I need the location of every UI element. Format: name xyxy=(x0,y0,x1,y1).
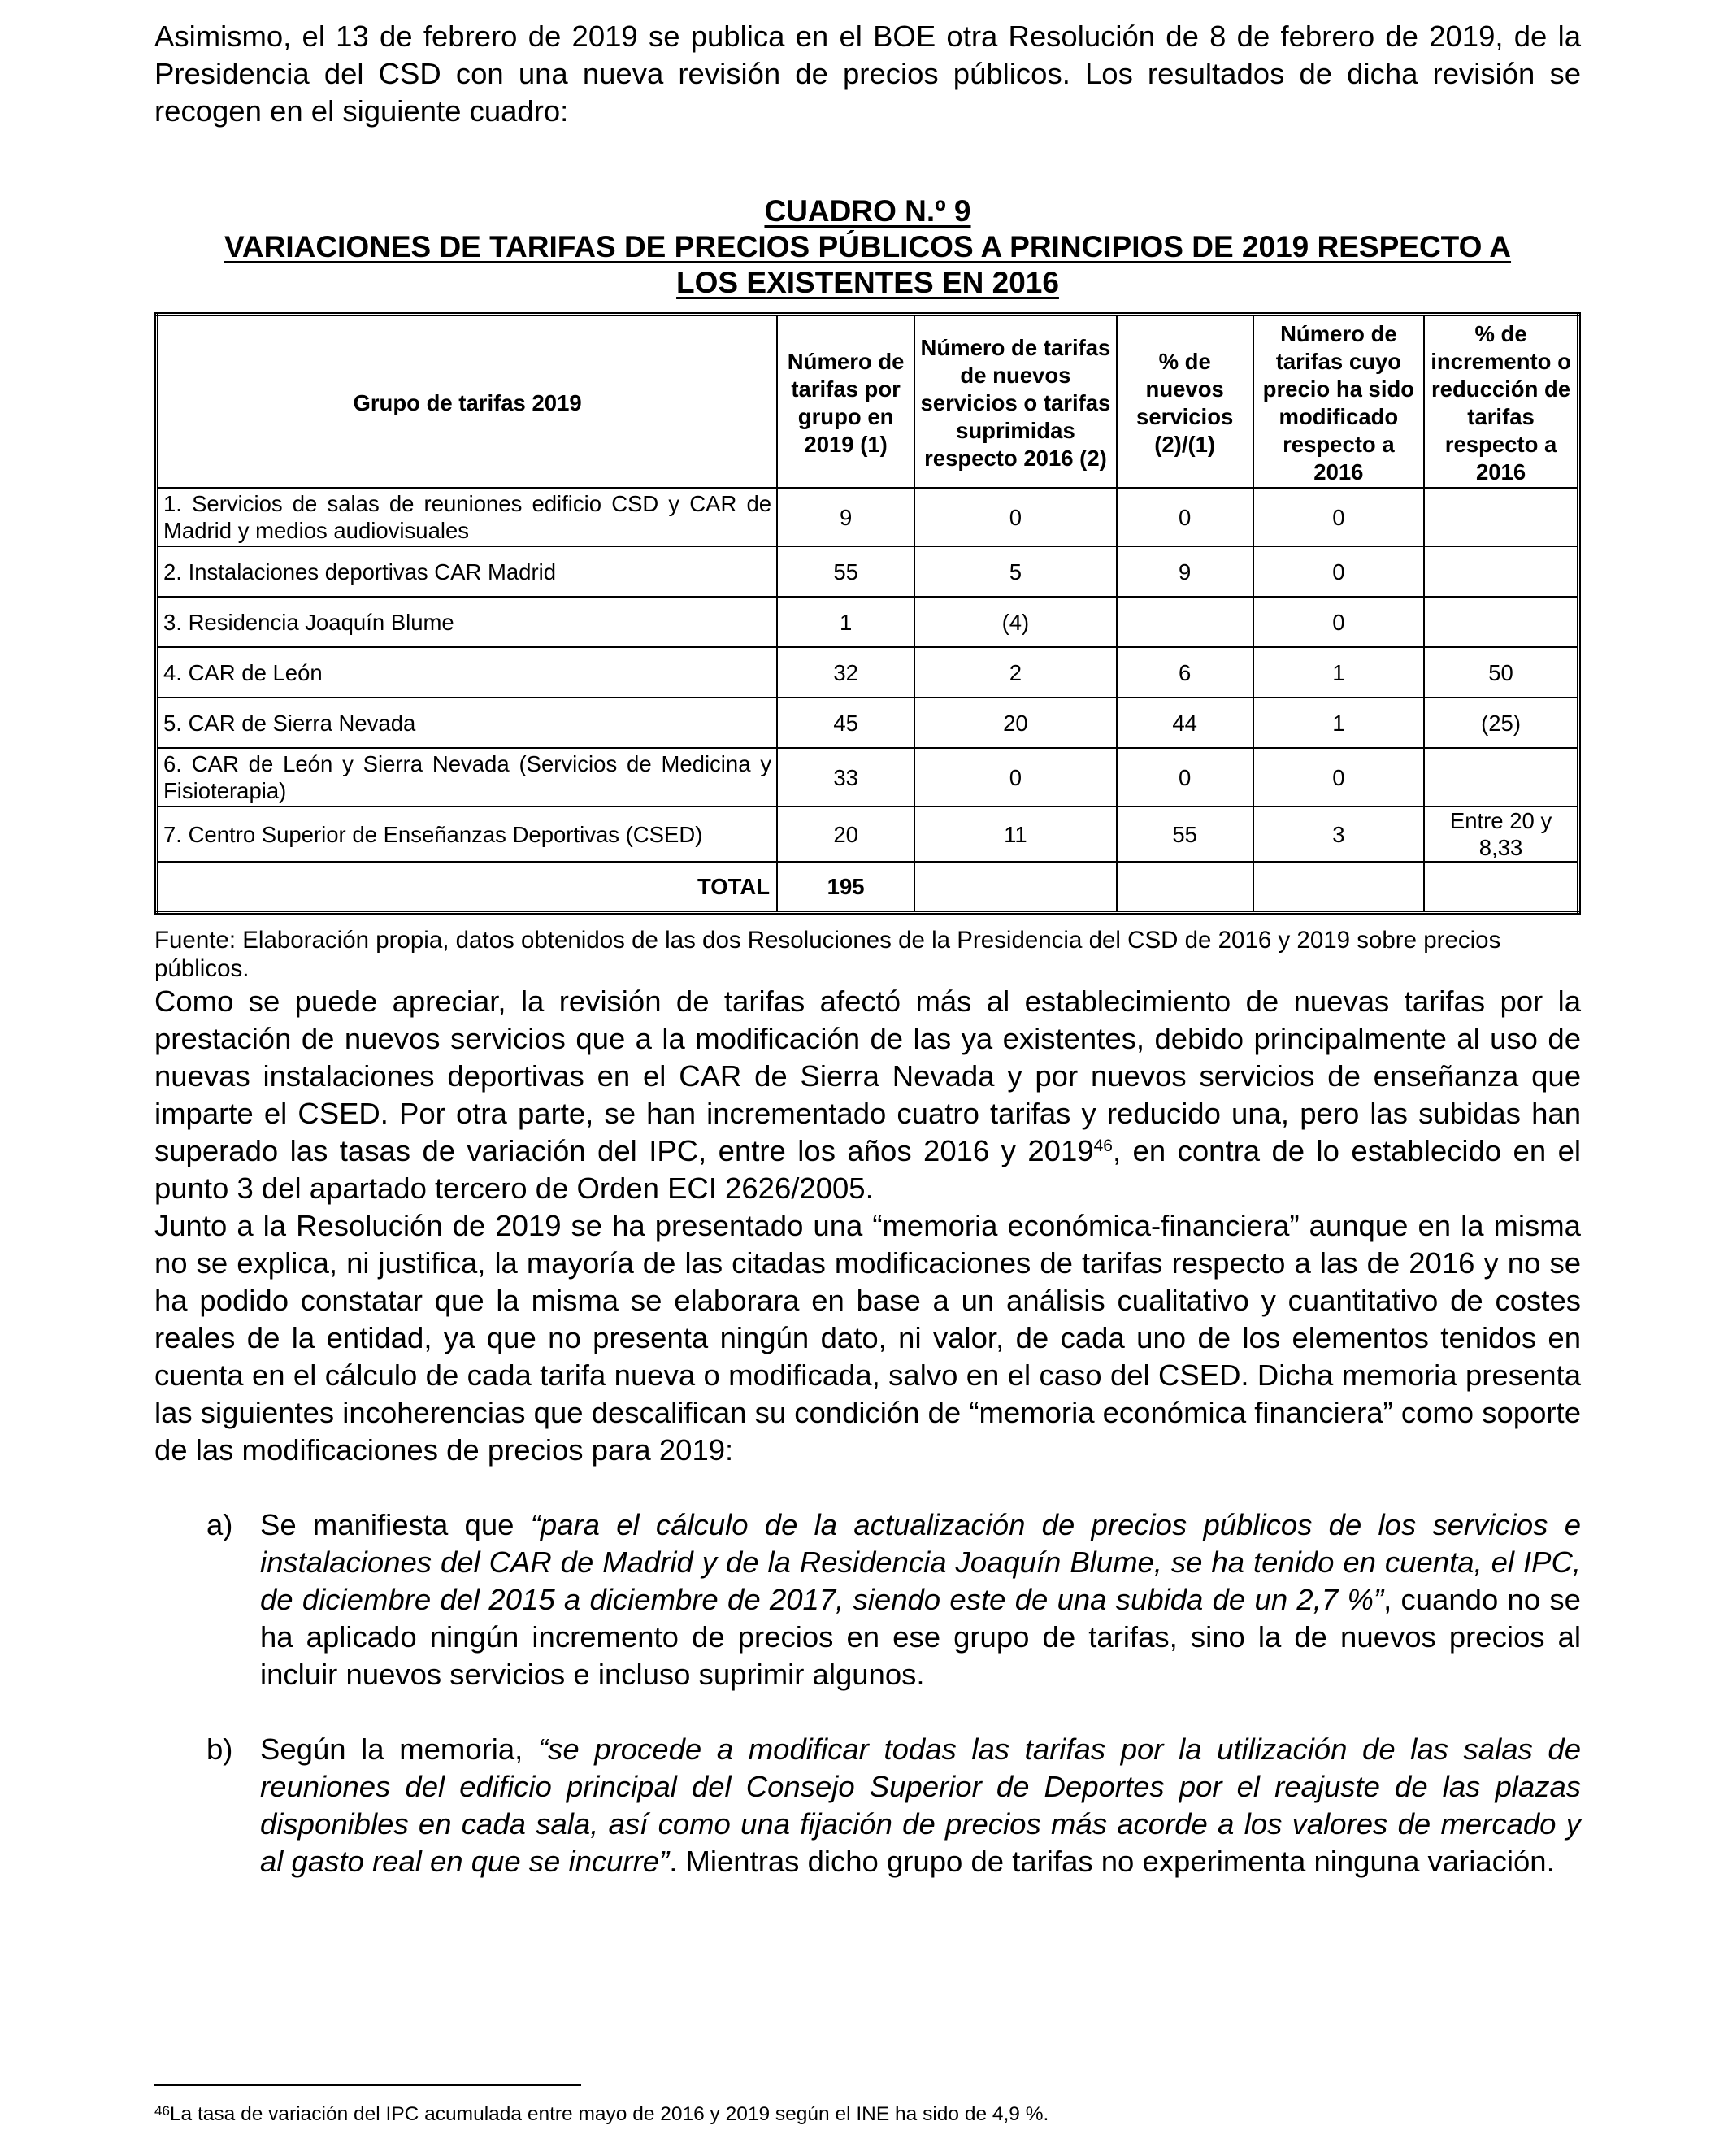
table-row xyxy=(157,597,1579,647)
incoherence-list xyxy=(154,1506,1581,1880)
cell-count: 45 xyxy=(777,698,914,748)
list-item-lead: Según la memoria, xyxy=(260,1732,538,1766)
cell-count: 32 xyxy=(777,647,914,698)
table-title-line-2: LOS EXISTENTES EN 2016 xyxy=(676,266,1059,299)
header-pct-new: % de nuevos servicios (2)/(1) xyxy=(1117,315,1253,489)
cell-pct-change xyxy=(1424,597,1578,647)
footnote-reference[interactable]: 46 xyxy=(1093,1136,1113,1155)
header-pct-change: % de incremento o reducción de tarifas respecto a 2016 xyxy=(1424,315,1578,489)
list-item-lead: Se manifiesta que xyxy=(260,1507,531,1541)
table-title-line-1: VARIACIONES DE TARIFAS DE PRECIOS PÚBLICOS A PRINCIPIOS DE 2019 RESPECTO A xyxy=(224,230,1512,263)
document-page xyxy=(154,18,1581,1880)
cell-pct-new: 6 xyxy=(1117,647,1253,698)
cell-pct-change: Entre 20 y 8,33 xyxy=(1424,806,1578,862)
cell-modified: 0 xyxy=(1253,488,1424,546)
cell-count: 33 xyxy=(777,748,914,806)
cell-group: 3. Residencia Joaquín Blume xyxy=(157,597,778,647)
table-header-row xyxy=(157,315,1579,489)
intro-paragraph: Asimismo, el 13 de febrero de 2019 se publica en el BOE otra Resolución de 8 de febrero de 2019, de la Presidencia del CSD con una nueva revisión de precios públicos. Los resultados de dicha revisión se recogen en el siguiente cuadro: xyxy=(154,20,1581,128)
cell-group: 1. Servicios de salas de reuniones edificio CSD y CAR de Madrid y medios audiovisuales xyxy=(157,488,778,546)
cell-modified: 3 xyxy=(1253,806,1424,862)
cell-modified: 1 xyxy=(1253,698,1424,748)
table-row xyxy=(157,647,1579,698)
cell-pct-new: 55 xyxy=(1117,806,1253,862)
cell-group: 2. Instalaciones deportivas CAR Madrid xyxy=(157,546,778,597)
cell-pct-change xyxy=(1424,546,1578,597)
cell-pct-new: 44 xyxy=(1117,698,1253,748)
cell-modified: 0 xyxy=(1253,597,1424,647)
cell-new: (4) xyxy=(914,597,1117,647)
cell-pct-change: (25) xyxy=(1424,698,1578,748)
list-item-quote: “se procede a modificar todas las tarifas por la utilización de las salas de reuniones del edificio principal del Consejo Superior de Deportes por el reajuste de las plazas disponibles en cada sala, así como una fijación de precios más acorde a los valores de mercado y al gasto real en que se incurre” xyxy=(260,1732,1581,1878)
table-row xyxy=(157,698,1579,748)
paragraph-2 xyxy=(154,983,1581,1207)
table-total-row xyxy=(157,862,1579,912)
table-row xyxy=(157,488,1579,546)
list-item-tail: , cuando no se ha aplicado ningún incremento de precios en ese grupo de tarifas, sino la de nuevos precios al incluir nuevos servicios e incluso suprimir algunos. xyxy=(260,1582,1581,1691)
cell-pct-change xyxy=(1424,488,1578,546)
cell-pct-change: 50 xyxy=(1424,647,1578,698)
cell-count: 1 xyxy=(777,597,914,647)
table-row xyxy=(157,546,1579,597)
table-number: CUADRO N.º 9 xyxy=(764,194,971,228)
footnote-number: 46 xyxy=(154,2103,170,2119)
cell-new: 5 xyxy=(914,546,1117,597)
cell-pct-new xyxy=(1117,597,1253,647)
cell-count: 55 xyxy=(777,546,914,597)
footnote-text: La tasa de variación del IPC acumulada entre mayo de 2016 y 2019 según el INE ha sido de 4,9 %. xyxy=(169,2103,1049,2125)
list-item-text xyxy=(260,1731,1581,1880)
total-value: 195 xyxy=(777,862,914,912)
list-item xyxy=(154,1506,1581,1693)
table-row xyxy=(157,806,1579,862)
cell-group: 4. CAR de León xyxy=(157,647,778,698)
source-note: Fuente: Elaboración propia, datos obtenidos de las dos Resoluciones de la Presidencia del CSD de 2016 y 2019 sobre precios públicos. xyxy=(154,926,1501,982)
cell-pct-new: 9 xyxy=(1117,546,1253,597)
cell-modified: 0 xyxy=(1253,748,1424,806)
cell-new: 20 xyxy=(914,698,1117,748)
table-row xyxy=(157,748,1579,806)
list-item-tail: . Mientras dicho grupo de tarifas no experimenta ninguna variación. xyxy=(669,1844,1555,1878)
header-group: Grupo de tarifas 2019 xyxy=(157,315,778,489)
list-marker: a) xyxy=(206,1507,233,1541)
cell-new: 11 xyxy=(914,806,1117,862)
cell-modified: 1 xyxy=(1253,647,1424,698)
cell-group: 6. CAR de León y Sierra Nevada (Servicios de Medicina y Fisioterapia) xyxy=(157,748,778,806)
cell-new: 2 xyxy=(914,647,1117,698)
cell-count: 20 xyxy=(777,806,914,862)
total-label: TOTAL xyxy=(157,862,778,912)
list-item xyxy=(154,1731,1581,1880)
cell-group: 7. Centro Superior de Enseñanzas Deportivas (CSED) xyxy=(157,806,778,862)
cell-new: 0 xyxy=(914,488,1117,546)
header-new: Número de tarifas de nuevos servicios o tarifas suprimidas respecto 2016 (2) xyxy=(914,315,1117,489)
cell-group: 5. CAR de Sierra Nevada xyxy=(157,698,778,748)
paragraph-2-text: Como se puede apreciar, la revisión de tarifas afectó más al establecimiento de nuevas tarifas por la prestación de nuevos servicios que a la modificación de las ya existentes, debido principalmente al uso de nuevas instalaciones deportivas en el CAR de Sierra Nevada y por nuevos servicios de enseñanza que imparte el CSED. Por otra parte, se han incrementado cuatro tarifas y reducido una, pero las subidas han superado las tasas de variación del IPC, entre los años 2016 y 2019 xyxy=(154,984,1581,1167)
cell-modified: 0 xyxy=(1253,546,1424,597)
footnote xyxy=(154,2102,1049,2127)
cell-pct-new: 0 xyxy=(1117,488,1253,546)
table-caption xyxy=(154,193,1581,301)
footnote-separator xyxy=(154,2084,581,2086)
list-item-text xyxy=(260,1506,1581,1693)
list-item-quote: “para el cálculo de la actualización de precios públicos de los servicios e instalaciones del CAR de Madrid y de la Residencia Joaquín Blume, se ha tenido en cuenta, el IPC, de diciembre del 2015 a diciembre de 2017, siendo este de una subida de un 2,7 %” xyxy=(260,1507,1582,1616)
cell-new: 0 xyxy=(914,748,1117,806)
header-count: Número de tarifas por grupo en 2019 (1) xyxy=(777,315,914,489)
paragraph-2-tail: , en contra de lo establecido en el punto 3 del apartado tercero de Orden ECI 2626/2005. xyxy=(154,1133,1582,1205)
cell-pct-new: 0 xyxy=(1117,748,1253,806)
cell-count: 9 xyxy=(777,488,914,546)
cell-pct-change xyxy=(1424,748,1578,806)
tariff-variation-table xyxy=(154,312,1581,915)
header-modified: Número de tarifas cuyo precio ha sido modificado respecto a 2016 xyxy=(1253,315,1424,489)
list-marker: b) xyxy=(206,1732,233,1766)
paragraph-3: Junto a la Resolución de 2019 se ha presentado una “memoria económica-financiera” aunque en la misma no se explica, ni justifica, la mayoría de las citadas modificaciones de tarifas respecto a las de 2016 y no se ha podido constatar que la misma se elaborara en base a un análisis cualitativo y cuantitativo de costes reales de la entidad, ya que no presenta ningún dato, ni valor, de cada uno de los elementos tenidos en cuenta en el cálculo de cada tarifa nueva o modificada, salvo en el caso del CSED. Dicha memoria presenta las siguientes incoherencias que descalifican su condición de “memoria económica financiera” como soporte de las modificaciones de precios para 2019: xyxy=(154,1208,1581,1467)
